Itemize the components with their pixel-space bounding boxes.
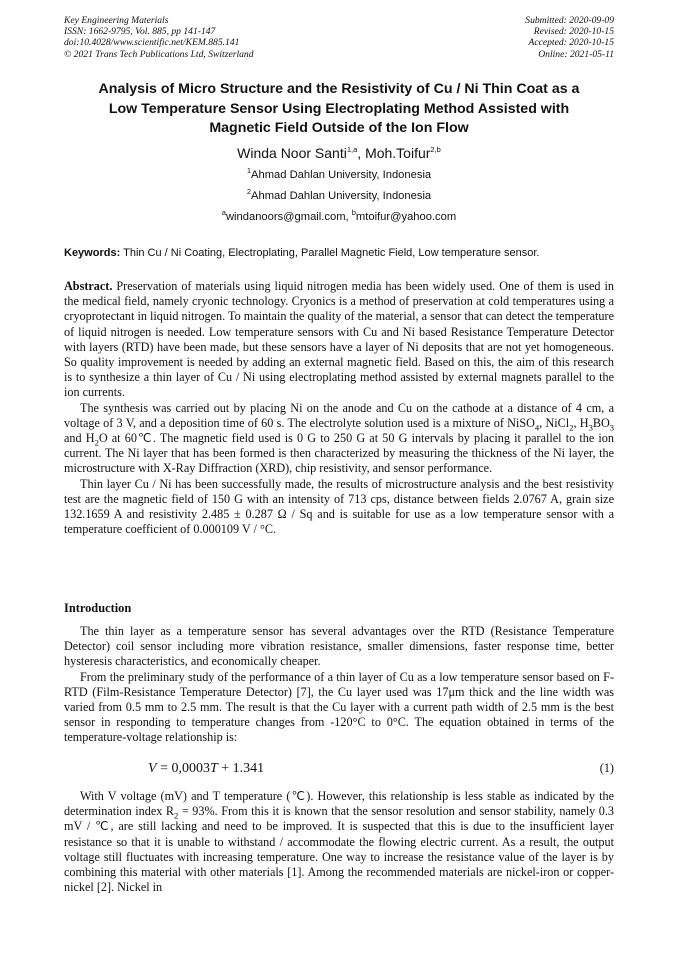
abstract-p2-e: and H xyxy=(64,431,95,446)
abstract-p2-sub2: 2 xyxy=(569,422,574,433)
equation-1-number: (1) xyxy=(599,761,614,775)
abstract-label: Abstract. xyxy=(64,279,113,293)
keywords-text: Thin Cu / Ni Coating, Electroplating, Parallel Magnetic Field, Low temperature sensor. xyxy=(120,247,540,259)
affiliation-1-mark: 1 xyxy=(246,165,252,175)
author-1: Winda Noor Santi xyxy=(237,145,347,161)
keywords xyxy=(64,246,624,260)
author-2-mark: 2,b xyxy=(430,144,441,154)
date-accepted: Accepted: 2020-10-15 xyxy=(528,37,614,49)
intro-p3-sub: 2 xyxy=(174,810,179,821)
title-line-2: Low Temperature Sensor Using Electroplating Method Assisted with xyxy=(108,100,570,117)
abstract-p2-a: The synthesis was carried out by placing Ni on the anode and Cu on the cathode at a distance of 4 cm, a voltage of 3 V, and a deposition time of 60 s. The electrolyte solution used is a mixture of NiSO xyxy=(64,400,614,430)
affiliation-2-mark: 2 xyxy=(246,186,252,196)
journal-copyright: © 2021 Trans Tech Publications Ltd, Switzerland xyxy=(64,48,254,60)
author-separator: , xyxy=(357,145,366,161)
intro-p3-a: With V voltage (mV) and T temperature (℃). However, this relationship is less stable as indicated by the determination index R xyxy=(64,789,614,819)
author-1-mark: 1,a xyxy=(346,144,358,154)
paper-title xyxy=(50,80,628,139)
email-a-mark: a xyxy=(221,207,226,217)
email-b-mark: b xyxy=(351,207,356,217)
intro-p3-b: = 93%. From this it is known that the sensor resolution and sensor stability, namely 0.3 mV / ℃, are still lacking and need to be improved. It is suspected that this is due to the insufficient layer resistance so that it is unable to withstand / accommodate the flowing electric current. As a result, the output voltage still fluctuates with increasing temperature. One way to increase the resistance value of the layer is by combining this material with other materials [1]. Among the recommended materials are nickel-iron or copper-nickel [2]. Nickel in xyxy=(64,804,614,895)
equation-mid: = 0,0003 xyxy=(156,761,210,776)
intro-paragraph-3 xyxy=(64,789,614,895)
abstract-p2-sub5: 2 xyxy=(94,437,99,448)
abstract-paragraph-2 xyxy=(64,401,614,477)
journal-issn: ISSN: 1662-9795, Vol. 885, pp 141-147 xyxy=(64,26,216,38)
affiliation-1-text: Ahmad Dahlan University, Indonesia xyxy=(251,169,432,181)
equation-1 xyxy=(64,761,614,779)
introduction-heading: Introduction xyxy=(64,601,132,615)
date-revised: Revised: 2020-10-15 xyxy=(533,26,614,38)
introduction-part-2 xyxy=(64,789,614,895)
affiliation-1 xyxy=(0,165,678,182)
intro-paragraph-1: The thin layer as a temperature sensor has several advantages over the RTD (Resistance Temperature Detector) coil sensor including more vibration resistance, smaller dimensions, faster response time, better hysteresis characteristics, and economically cheaper. xyxy=(64,624,614,669)
journal-doi[interactable]: doi:10.4028/www.scientific.net/KEM.885.141 xyxy=(64,37,240,49)
abstract-p2-d: BO xyxy=(592,415,610,430)
author-list xyxy=(0,144,678,162)
email-b[interactable]: mtoifur@yahoo.com xyxy=(355,211,457,223)
title-line-3: Magnetic Field Outside of the Ion Flow xyxy=(209,120,469,136)
abstract-p2-sub4: 3 xyxy=(609,422,614,433)
author-emails xyxy=(0,207,678,224)
abstract-paragraph-3: Thin layer Cu / Ni has been successfully made, the results of microstructure analysis and the best resistivity test are the magnetic field of 150 G with an intensity of 713 cps, distance between fields 2.0767 A, grain size 132.1659 A and resistivity 2.485 ± 0.287 Ω / Sq and is suitable for use as a low temperature sensor with a temperature coefficient of 0.000109 V / °C. xyxy=(64,476,614,537)
equation-var-v: V xyxy=(148,761,157,776)
affiliation-2-text: Ahmad Dahlan University, Indonesia xyxy=(251,190,432,202)
affiliation-2 xyxy=(0,186,678,203)
equation-1-expression xyxy=(148,761,264,777)
introduction-part-1 xyxy=(64,624,614,746)
title-line-1: Analysis of Micro Structure and the Resistivity of Cu / Ni Thin Coat as a xyxy=(98,81,580,97)
journal-name: Key Engineering Materials xyxy=(64,15,169,26)
abstract-paragraph-1 xyxy=(64,279,614,401)
date-submitted: Submitted: 2020-09-09 xyxy=(525,15,614,26)
abstract-p1-text: Preservation of materials using liquid nitrogen media has been widely used. One of them is used in the medical field, namely cryonic technology. Cryonics is a method of preservation at cold temperatures using a cryoprotectant in liquid nitrogen. To maintain the quality of the material, a sensor that can detect the temperature of liquid nitrogen is needed. Low temperature sensors with Cu and Ni based Resistance Temperature Detector with layers (RTD) have been made, but these sensors have a layer of Ni deposits that are not yet homogeneous. So quality improvement is needed by adding an external magnetic field. Based on this, the aim of this research is to synthesize a thin layer of Cu / Ni using electroplating method assisted by external magnets parallel to the ion currents. xyxy=(64,279,614,400)
intro-paragraph-2: From the preliminary study of the performance of a thin layer of Cu as a low temperature sensor based on F-RTD (Film-Resistance Temperature Detector) [7], the Cu layer used was 17μm thick and the line width was varied from 0.5 mm to 2.5 mm. The result is that the Cu layer with a current path width of 2.5 mm is the best sensor in responding to temperature changes from -120°C to 0°C. The equation obtained in terms of the temperature-voltage relationship is: xyxy=(64,669,614,745)
keywords-label: Keywords: xyxy=(64,247,121,259)
journal-info xyxy=(64,15,254,60)
abstract-p2-b: , NiCl xyxy=(539,415,570,430)
equation-end: + 1.341 xyxy=(217,761,265,776)
abstract xyxy=(64,279,614,537)
equation-var-t: T xyxy=(209,761,218,776)
abstract-p2-f: O at 60℃. The magnetic field used is 0 G to 250 G at 50 G intervals by placing it parallel to the ion current. The Ni layer that has been formed is then characterized by measuring the thickness of the Ni layer, the microstructure with X-Ray Diffraction (XRD), chip resistivity, and sensor performance. xyxy=(64,431,614,476)
publication-dates xyxy=(525,15,614,60)
date-online: Online: 2021-05-11 xyxy=(538,48,614,60)
abstract-p2-sub1: 4 xyxy=(534,422,540,433)
email-a[interactable]: windanoors@gmail.com, xyxy=(225,211,352,223)
abstract-p2-sub3: 3 xyxy=(588,422,593,433)
author-2: Moh.Toifur xyxy=(365,145,431,161)
abstract-p2-c: , H xyxy=(573,415,589,430)
